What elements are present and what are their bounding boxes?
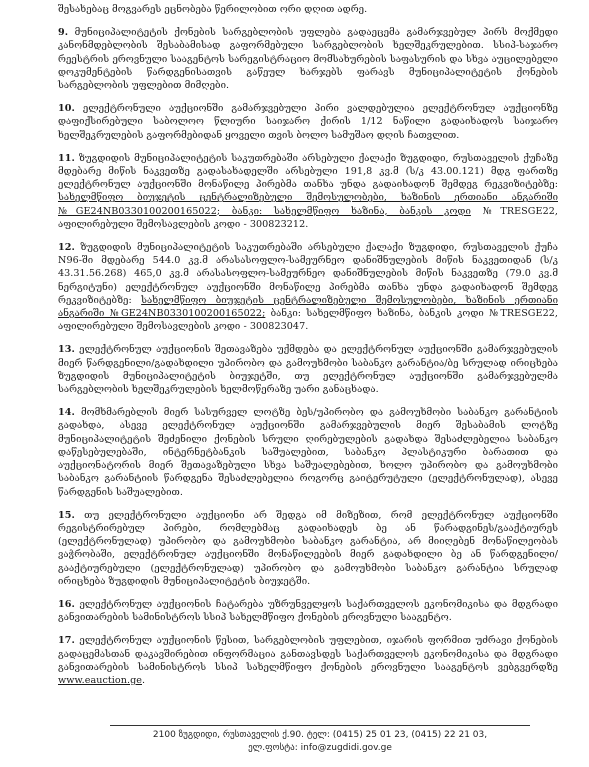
paragraph-11 [58, 152, 558, 231]
paragraph-text: თუ ელექტრონული აუქციონი არ შედგა იმ მიზეზით, რომ ელექტრონულ აუქციონში რეგისტრირებულ პირები, რომლებმაც გადაიხადეს ბე ან წარადგინეს/გააქტიურეს (ელექტრონულად) უპირობო და გამოუხმობი საბანკო გარანტია, არ მიიღებენ მონაწილეობას ვაჭრობაში, ელექტრონულ აუქციონში მონაწილეების მიერ გადახდილი ბე ან წარდგენილი/გააქტიურებული (ელექტრონულად) უპირობო და გამოუხმობი საბანკო გარანტია სრულად ირიცხება ზუგდიდის მუნიციპალიტეტის ბიუჯეტში. [58, 509, 558, 587]
paragraph-9 [58, 26, 558, 92]
paragraph-text: ელექტრონულ აუქციონის ჩატარება უზრუნველყოს საქართველოს ეკონომიკისა და მდგრადი განვითარების სამინისტროს სსიპ სახელმწიფო ქონების ეროვნული სააგენტო. [58, 598, 558, 624]
paragraph-17 [58, 634, 558, 687]
bank-requisites-underlined: სახელმწიფო ბიუჯეტის ცენტრალიზებული შემოსულობები, ხაზინის ერთიანი ანგარიში №GE24NB0330100200165022; ბანკი: სახელმწიფო ხაზინა, ბანკის კოდი [58, 192, 558, 217]
paragraph-15 [58, 509, 558, 588]
paragraph-text: ელექტრონული აუქციონში გამარჯვებული პირი ვალდებულია ელექტრონულ აუქციონზე დაფიქსირებული საბოლოო წლიური საიჯარო ქირის 1/12 ნაწილი გადაიხადოს საიჯარო ხელშეკრულების გაფორმებიდან ყოველი თვის ბოლო სამუშაო დღის ჩათვლით. [58, 103, 558, 141]
paragraph-text: ელექტრონულ აუქციონის შეთავაზება უქმდება და ელექტრონულ აუქციონში გამარჯვებულის მიერ წარდგენილი/გადახდილი უპირობო და გამოუხმობი საბანკო გარანტია/ბე სრულად ირიცხება ზუგდიდის მუნიციპალიტეტის ბიუჯეტში, თუ ელექტრონულ აუქციონში გამარჯვებულმა სარგებლობის ხელშეკრულების ხელმოწერაზე უარი განაცხადა. [58, 344, 558, 396]
paragraph-12 [58, 241, 558, 333]
paragraph-text: მომხმარებლის მიერ სასურველ ლოტზე ბეს/უპირობო და გამოუხმობი საბანკო გარანტიის გადახდა, ასევე ელექტრონულ აუქციონში გამარჯვებულის მიერ შესაბამის ლოტზე მუნიციპალიტეტის შეძენილი ქონების სრული ღირებულების გადახდა შესაძლებელია საბანკო დაწესებულებაში, ინტერნეტბანკის საშუალებით, საბანკო პლასტიკური ბარათით და აუქციონატორის მიერ შეთავაზებული სხვა საშუალებებით, ხოლო უპირობო და გამოუხმობი საბანკო გარანტიის წარდგენა შესაძლებელია როგორც გაიტერუტული (ელექტრონულად), ასევე წარდგენის საშუალებით. [58, 407, 558, 498]
document-body [58, 3, 558, 697]
paragraph-number: 9. [58, 27, 69, 39]
bank-requisites-underlined: სახელმწიფო ბიუჯეტის ცენტრალიზებული შემოსულობები, ხაზინის ერთიანი ანგარიში №GE24NB0330100200165022; [58, 294, 558, 320]
paragraph-text-tail: №TRESGE22, აფილირებული შემოსავლების კოდი - 300823212. [58, 205, 558, 230]
intro-tail [58, 3, 558, 16]
footer [95, 729, 545, 754]
footer-address: 2100 ზუგდიდი, რუსთაველის ქ.90. ტელ: (0415) 25 01 23, (0415) 22 21 03, [152, 730, 488, 740]
paragraph-10 [58, 102, 558, 142]
paragraph-number: 16. [58, 598, 75, 610]
eauction-link[interactable]: www.eauction.ge [58, 674, 142, 686]
paragraph-number: 12. [58, 242, 75, 254]
paragraph-number: 10. [58, 103, 75, 115]
footer-divider [110, 725, 530, 726]
paragraph-text: ელექტრონულ აუქციონის წესით, სარგებლობის უფლებით, იჯარის ფორმით უძრავი ქონების გადაცემასთან დაკავშირებით ინფორმაცია განთავსდეს საქართველოს ეკონომიკისა და მდგრადი განვითარების სამინისტროს სსიპ სახელმწიფო ქონების ეროვნული სააგენტოს ვებგვერდზე [58, 635, 558, 673]
paragraph-16 [58, 598, 558, 624]
footer-email[interactable]: ელ.ფოსტა: info@zugdidi.gov.ge [248, 742, 392, 753]
paragraph-text-tail: . [142, 674, 146, 686]
paragraph-number: 17. [58, 635, 75, 647]
paragraph-number: 13. [58, 344, 75, 356]
paragraph-13 [58, 343, 558, 396]
intro-tail-text: შესახებაც მოგვარეს ეცნობება წერილობით ორი დღით ადრე. [58, 4, 368, 15]
paragraph-text-tail: ბანკი: სახელმწიფო ხაზინა, ბანკის კოდი №TRESGE22, აფილირებული შემოსავლების კოდი - 300823047. [58, 308, 558, 333]
paragraph-number: 14. [58, 407, 75, 419]
paragraph-text: ზუგდიდის მუნიციპალიტეტის საკუთრებაში არსებული ქალაქი ზუგდიდი, რუსთაველის ქუჩა N96-ში მდებარე 544.0 კვ.მ არასასოფლო-სამეურნეო დანიშნულების მიწის ნაკვეთიდან (ს/კ 43.31.56.268) 465,0 კვ.მ არასასოფლო-სამეურნეო დანიშნულების მიწის ნაკვეთზე (79.0 კვ.მ ნერგიტუნი) ელექტრონულ აუქციონში მონაწილე პირებმა თანხა უნდა გადაიხადონ შემდეგ რეკვიზიტებზე: [58, 242, 558, 306]
paragraph-number: 15. [58, 509, 75, 521]
paragraph-text: მუნიციპალიტეტის ქონების სარგებლობის უფლება გადაეცემა გამარჯვებულ პირს მოქმედი კანონმდებლობის შესაბამისად გაფორმებული სარგებლობის ხელშეკრულებით. სსიპ-საჯარო რეესტრის ეროვნული სააგენტოს სარეგისტრაციო მომსახურების საფასურის და სხვა აუცილებელი დოკუმენტების წარდგენისათვის გაწეულ ხარჯებს ფარავს მუნიციპალიტეტის ქონების სარგებლობის უფლებით მიმღები. [58, 27, 558, 92]
paragraph-number: 11. [58, 152, 75, 164]
paragraph-text: ზუგდიდის მუნიციპალიტეტის საკუთრებაში არსებული ქალაქი ზუგდიდი, რუსთაველის ქუჩაზე მდებარე მიწის ნაკვეთზე გადასახადელში არსებული 191,8 კვ.მ (ს/კ 43.00.121) მდგ ფართზე ელექტრონულ აუქციონში მონაწილე პირებმა თანხა უნდა გადაიხადონ შემდეგ რეკვიზიტებზე: [58, 152, 558, 191]
paragraph-14 [58, 406, 558, 498]
